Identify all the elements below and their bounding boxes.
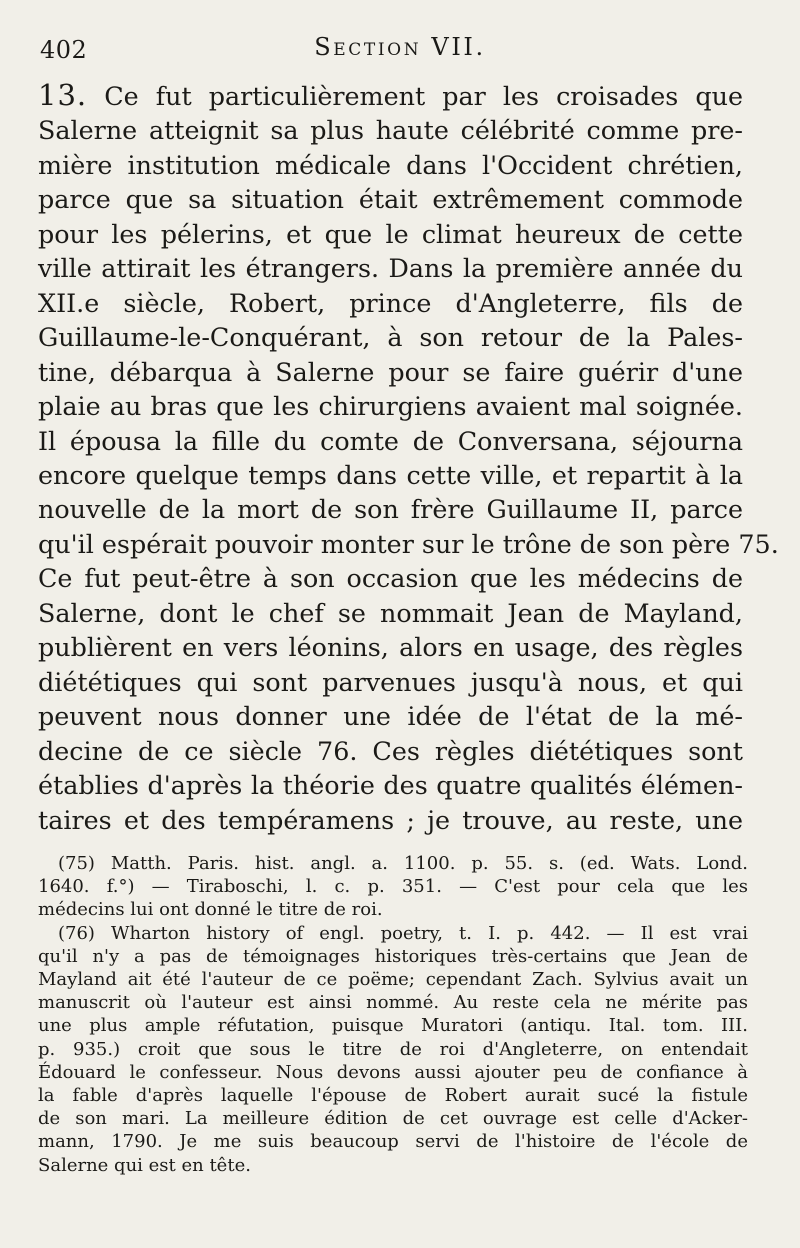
footnote-76-line-1: (76) Wharton history of engl. poetry, t. I. p. 442. — Il est vrai — [58, 922, 748, 944]
paragraph-line-9: tine, débarqua à Salerne pour se faire guérir d'une — [38, 356, 743, 387]
page-header — [40, 28, 760, 68]
paragraph-line-22: taires et des tempéramens ; je trouve, au reste, une — [38, 804, 743, 835]
footnote-76-line-11: Salerne qui est en tête. — [38, 1154, 251, 1176]
footnote-76-line-5: une plus ample réfutation, puisque Muratori (antiqu. Ital. tom. III. — [38, 1015, 748, 1037]
paragraph-line-6: ville attirait les étrangers. Dans la première année du — [38, 253, 743, 284]
paragraph-line-21: établies d'après la théorie des quatre qualités élémen- — [38, 770, 743, 801]
footnote-76-line-8: la fable d'après laquelle l'épouse de Robert aurait sucé la fistule — [38, 1085, 748, 1107]
paragraph-line-14: qu'il espérait pouvoir monter sur le trône de son père 75. — [38, 528, 779, 559]
paragraph-number: 13. — [38, 78, 88, 112]
footnote-75-line-3: médecins lui ont donné le titre de roi. — [38, 899, 383, 921]
footnote-76-line-9: de son mari. La meilleure édition de cet ouvrage est celle d'Acker- — [38, 1108, 748, 1130]
paragraph-line-10: plaie au bras que les chirurgiens avaient mal soignée. — [38, 391, 743, 422]
paragraph-line-5: pour les pélerins, et que le climat heureux de cette — [38, 218, 743, 249]
page-number: 402 — [40, 36, 88, 64]
footnote-76-line-10: mann, 1790. Je me suis beaucoup servi de l'histoire de l'école de — [38, 1131, 748, 1153]
paragraph-line-2: Salerne atteignit sa plus haute célébrité comme pre- — [38, 115, 743, 146]
paragraph-line-1-text: Ce fut particulièrement par les croisades que — [104, 81, 743, 111]
paragraph-line-19: peuvent nous donner une idée de l'état de la mé- — [38, 701, 743, 732]
paragraph-line-15: Ce fut peut-être à son occasion que les médecins de — [38, 563, 743, 594]
paragraph-line-18: diététiques qui sont parvenues jusqu'à nous, et qui — [38, 666, 743, 697]
paragraph-line-1 — [38, 78, 743, 113]
footnote-76-line-4: manuscrit où l'auteur est ainsi nommé. Au reste cela ne mérite pas — [38, 992, 748, 1014]
footnote-75-line-2: 1640. f.°) — Tiraboschi, l. c. p. 351. — C'est pour cela que les — [38, 876, 748, 898]
main-paragraph — [38, 78, 779, 837]
footnote-76-line-6: p. 935.) croit que sous le titre de roi d'Angleterre, on entendait — [38, 1038, 748, 1060]
footnote-76-line-7: Édouard le confesseur. Nous devons aussi ajouter peu de confiance à — [38, 1061, 748, 1083]
paragraph-line-13: nouvelle de la mort de son frère Guillaume II, parce — [38, 494, 743, 525]
paragraph-line-3: mière institution médicale dans l'Occident chrétien, — [38, 149, 743, 180]
footnote-76-line-3: Mayland ait été l'auteur de ce poëme; cependant Zach. Sylvius avait un — [38, 969, 748, 991]
running-head: Section VII. — [314, 33, 486, 61]
paragraph-line-8: Guillaume-le-Conquérant, à son retour de la Pales- — [38, 322, 743, 353]
paragraph-line-12: encore quelque temps dans cette ville, et repartit à la — [38, 459, 743, 490]
paragraph-line-7: XII.e siècle, Robert, prince d'Angleterre, fils de — [38, 287, 743, 318]
paragraph-line-20: decine de ce siècle 76. Ces règles diététiques sont — [38, 735, 743, 766]
footnotes — [38, 852, 748, 1177]
footnote-75-line-1: (75) Matth. Paris. hist. angl. a. 1100. p. 55. s. (ed. Wats. Lond. — [58, 853, 748, 874]
paragraph-line-17: publièrent en vers léonins, alors en usage, des règles — [38, 632, 743, 663]
paragraph-line-4: parce que sa situation était extrêmement commode — [38, 184, 743, 215]
paragraph-line-11: Il épousa la fille du comte de Conversana, séjourna — [38, 425, 743, 456]
footnote-76-line-2: qu'il n'y a pas de témoignages historiques très-certains que Jean de — [38, 945, 748, 967]
paragraph-line-16: Salerne, dont le chef se nommait Jean de Mayland, — [38, 597, 743, 628]
